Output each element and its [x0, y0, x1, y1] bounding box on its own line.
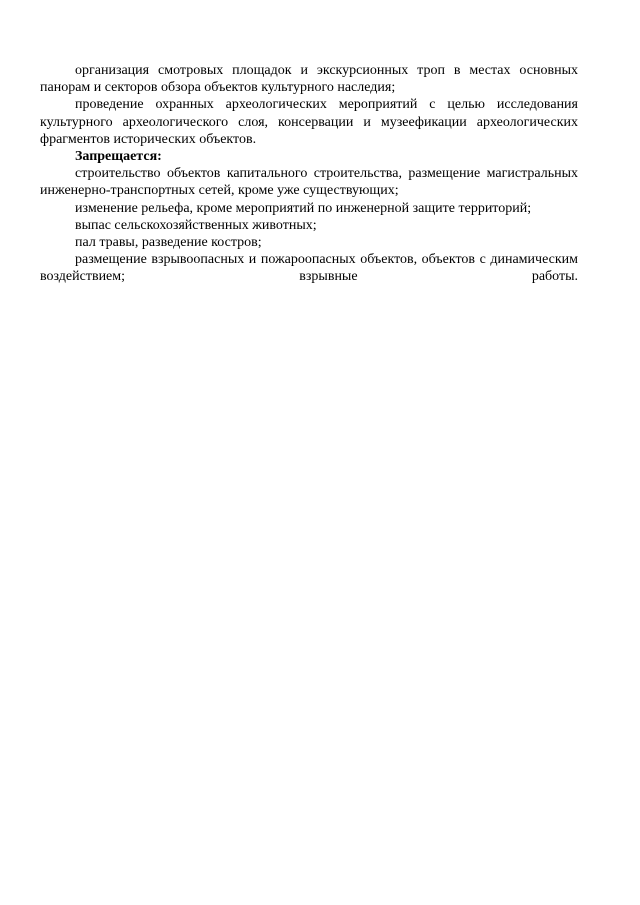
- prohibited-item-grazing: выпас сельскохозяйственных животных;: [75, 217, 317, 233]
- prohibited-heading: Запрещается:: [75, 149, 162, 165]
- prohibited-item-construction: строительство объектов капитального строительства, размещение магистральных инженерно-транспортных сетей, кроме уже существующих;: [40, 166, 578, 199]
- prohibited-item-relief: изменение рельефа, кроме мероприятий по инженерной защите территорий;: [75, 200, 532, 216]
- document-body: [40, 62, 578, 286]
- paragraph-viewing-platforms: организация смотровых площадок и экскурсионных троп в местах основных панорам и секторов обзора объектов культурного наследия;: [40, 63, 578, 96]
- prohibited-item-explosives: размещение взрывоопасных и пожароопасных объектов, объектов с динамическим воздействием; взрывные работы.: [40, 252, 578, 285]
- paragraph-archaeological-measures: проведение охранных археологических мероприятий с целью исследования культурного археологического слоя, консервации и музеефикации археологических фрагментов исторических объектов.: [40, 97, 578, 147]
- prohibited-item-grass-burning: пал травы, разведение костров;: [75, 235, 262, 251]
